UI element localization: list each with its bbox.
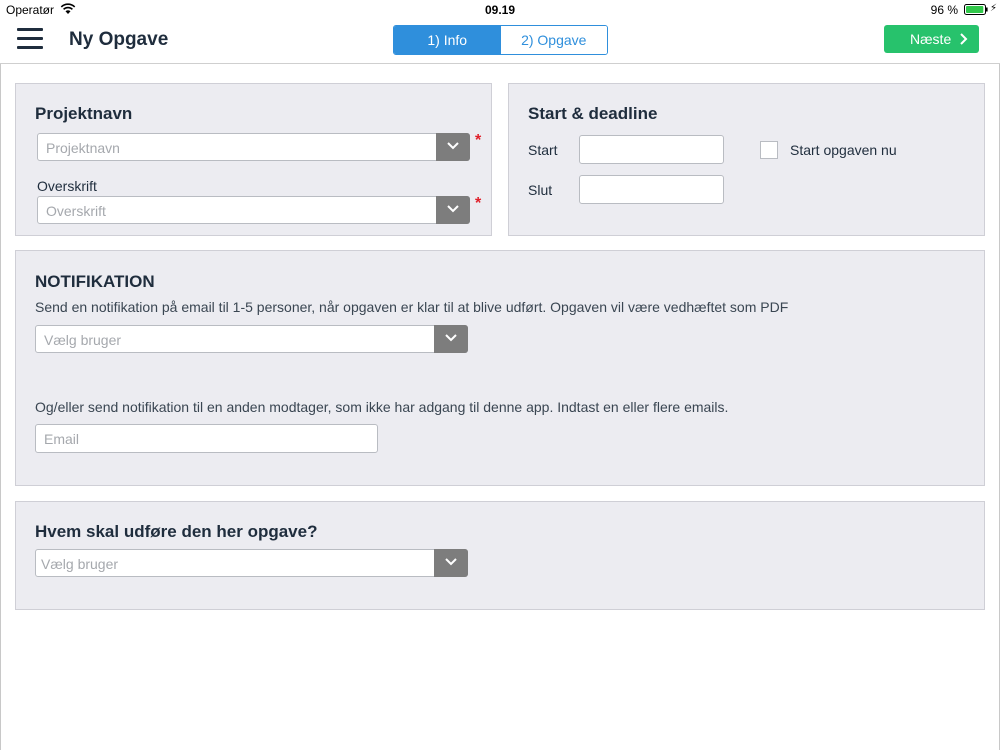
assignee-dropdown-button[interactable]: [434, 549, 468, 577]
chevron-right-icon: [959, 33, 969, 45]
tab-info[interactable]: 1) Info: [394, 26, 501, 54]
status-bar: [0, 0, 1000, 20]
chevron-down-icon: [447, 205, 459, 213]
start-now-label: Start opgaven nu: [790, 142, 897, 158]
battery-icon: [964, 4, 988, 15]
clock: 09.19: [484, 3, 516, 17]
notify-user-dropdown-button[interactable]: [434, 325, 468, 353]
external-email-description: Og/eller send notifikation til en anden modtager, som ikke har adgang til denne app. Indtast en eller flere emails.: [35, 399, 729, 415]
schedule-panel: [508, 83, 985, 236]
notify-user-select[interactable]: [35, 325, 468, 353]
project-panel: [15, 83, 492, 236]
notification-panel: [15, 250, 985, 486]
next-button-label: Næste: [910, 31, 952, 47]
project-select-placeholder: Projektnavn: [46, 140, 120, 156]
project-heading: Projektnavn: [35, 104, 133, 123]
notification-heading: NOTIFIKATION: [35, 272, 155, 291]
required-marker: *: [475, 132, 482, 149]
carrier-label: Operatør: [6, 3, 55, 17]
nav-bar: [0, 20, 1000, 64]
headline-select[interactable]: [37, 196, 470, 224]
assignee-heading: Hvem skal udføre den her opgave?: [35, 522, 318, 541]
notification-description: Send en notifikation på email til 1-5 personer, når opgaven er klar til at blive udført. Opgaven vil være vedhæftet som PDF: [35, 299, 789, 315]
project-dropdown-button[interactable]: [436, 133, 470, 161]
schedule-heading: Start & deadline: [528, 104, 658, 123]
next-button[interactable]: [884, 25, 979, 53]
end-date-input[interactable]: [579, 175, 724, 204]
chevron-down-icon: [447, 142, 459, 150]
step-tabs: [393, 25, 608, 55]
project-select[interactable]: [37, 133, 470, 161]
assignee-select[interactable]: [35, 549, 468, 577]
headline-label: Overskrift: [37, 178, 97, 194]
start-date-input[interactable]: [579, 135, 724, 164]
email-field[interactable]: [35, 424, 378, 453]
assignee-panel: [15, 501, 985, 610]
assignee-placeholder: Vælg bruger: [41, 556, 119, 572]
required-marker: *: [475, 195, 482, 212]
chevron-down-icon: [445, 334, 457, 342]
charging-icon: ⚡: [989, 3, 997, 14]
headline-dropdown-button[interactable]: [436, 196, 470, 224]
notify-user-placeholder: Vælg bruger: [44, 332, 122, 348]
chevron-down-icon: [445, 558, 457, 566]
headline-select-placeholder: Overskrift: [46, 203, 106, 219]
start-now-checkbox[interactable]: [760, 141, 778, 159]
battery-percent: 96 %: [930, 3, 958, 17]
menu-icon[interactable]: [17, 28, 43, 50]
start-label: Start: [528, 142, 558, 158]
tab-opgave[interactable]: 2) Opgave: [501, 26, 608, 54]
email-placeholder: Email: [44, 431, 80, 447]
page-title: Ny Opgave: [69, 29, 169, 50]
end-label: Slut: [528, 182, 553, 198]
